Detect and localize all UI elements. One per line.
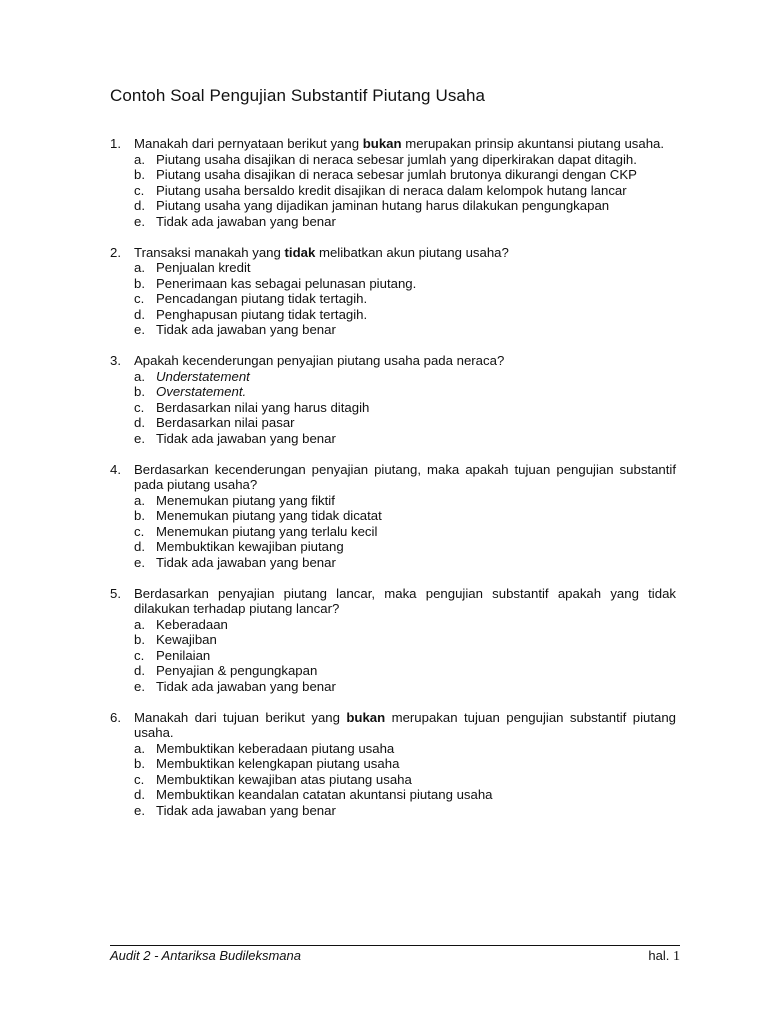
option-letter: c. [134, 291, 145, 306]
answer-option [134, 493, 676, 509]
option-text: Tidak ada jawaban yang benar [156, 322, 336, 337]
option-letter: c. [134, 399, 145, 415]
option-text: Piutang usaha disajikan di neraca sebesar jumlah brutonya dikurangi dengan CKP [156, 167, 637, 182]
option-text: Understatement [156, 368, 250, 384]
option-text: Berdasarkan nilai yang harus ditagih [156, 399, 370, 415]
answer-option [134, 152, 676, 168]
option-text: Membuktikan keberadaan piutang usaha [156, 740, 395, 756]
option-letter: a. [134, 260, 145, 275]
option-text: Piutang usaha bersaldo kredit disajikan di neraca dalam kelompok hutang lancar [156, 182, 627, 198]
question-text-part: Berdasarkan kecenderungan penyajian piutang, maka apakah tujuan pengujian substantif pada piutang usaha? [134, 461, 676, 492]
option-letter: c. [134, 771, 145, 787]
question-text-part: Transaksi manakah yang [134, 244, 285, 260]
answer-option [134, 415, 676, 431]
option-letter: e. [134, 322, 145, 337]
option-text: Menemukan piutang yang terlalu kecil [156, 523, 378, 539]
answer-option [134, 632, 676, 648]
footer-page-number: 1 [673, 949, 680, 964]
option-letter: d. [134, 306, 145, 322]
option-letter: d. [134, 539, 145, 554]
option-letter: e. [134, 802, 145, 818]
option-letter: b. [134, 275, 145, 291]
option-letter: e. [134, 678, 145, 694]
option-letter: b. [134, 508, 145, 523]
answer-option [134, 307, 676, 323]
option-text: Tidak ada jawaban yang benar [156, 213, 336, 229]
answer-option [134, 539, 676, 555]
question-number: 6. [110, 709, 121, 725]
footer-page [648, 948, 680, 965]
question-number: 3. [110, 353, 121, 368]
option-letter: a. [134, 616, 145, 632]
option-text: Piutang usaha yang dijadikan jaminan hutang harus dilakukan pengungkapan [156, 198, 610, 213]
option-letter: d. [134, 787, 145, 802]
page-footer [110, 945, 680, 966]
option-letter: a. [134, 368, 145, 384]
page-title: Contoh Soal Pengujian Substantif Piutang Usaha [110, 86, 486, 105]
option-letter: c. [134, 523, 145, 539]
question-text-part: Manakah dari tujuan berikut yang [134, 709, 347, 725]
option-letter: a. [134, 492, 145, 508]
option-letter: d. [134, 415, 145, 430]
option-text: Tidak ada jawaban yang benar [156, 554, 336, 570]
option-letter: a. [134, 740, 145, 756]
question-text [134, 353, 676, 369]
answer-option [134, 431, 676, 447]
option-letter: b. [134, 756, 145, 771]
question-number: 4. [110, 461, 121, 477]
answer-option [134, 276, 676, 292]
option-text: Membuktikan kewajiban atas piutang usaha [156, 771, 412, 787]
question-number: 2. [110, 244, 121, 260]
footer-author: Audit 2 - Antariksa Budileksmana [110, 948, 302, 963]
option-text: Tidak ada jawaban yang benar [156, 430, 336, 446]
question-item [110, 462, 676, 571]
answer-option [134, 679, 676, 695]
answer-option [134, 555, 676, 571]
question-number: 1. [110, 136, 121, 151]
option-text: Tidak ada jawaban yang benar [156, 802, 336, 818]
answer-option [134, 648, 676, 664]
option-letter: c. [134, 182, 145, 198]
question-emphasis: bukan [346, 709, 386, 725]
question-text-part: Manakah dari pernyataan berikut yang [134, 136, 363, 151]
option-text: Menemukan piutang yang tidak dicatat [156, 508, 382, 523]
option-text: Piutang usaha disajikan di neraca sebesar jumlah yang diperkirakan dapat ditagih. [156, 151, 637, 167]
question-text-part: melibatkan akun piutang usaha? [315, 244, 509, 260]
answer-options [134, 369, 676, 447]
question-text-part: Berdasarkan penyajian piutang lancar, maka pengujian substantif apakah yang tidak dilakukan terhadap piutang lancar? [134, 585, 676, 616]
option-letter: c. [134, 647, 145, 663]
answer-option [134, 772, 676, 788]
answer-options [134, 260, 676, 338]
option-letter: b. [134, 632, 145, 647]
footer-page-label: hal. [648, 948, 670, 963]
question-list [110, 136, 676, 834]
question-text [134, 462, 676, 493]
question-text [134, 586, 676, 617]
answer-option [134, 663, 676, 679]
question-item [110, 586, 676, 695]
answer-options [134, 741, 676, 819]
option-letter: e. [134, 213, 145, 229]
option-letter: d. [134, 663, 145, 678]
option-letter: b. [134, 384, 145, 399]
option-text: Membuktikan kewajiban piutang [156, 539, 344, 554]
option-text: Kewajiban [156, 632, 217, 647]
option-text: Penerimaan kas sebagai pelunasan piutang. [156, 275, 417, 291]
answer-options [134, 493, 676, 571]
answer-option [134, 524, 676, 540]
option-text: Pencadangan piutang tidak tertagih. [156, 291, 368, 306]
answer-option [134, 183, 676, 199]
option-text: Membuktikan keandalan catatan akuntansi piutang usaha [156, 787, 493, 802]
option-text: Penjualan kredit [156, 260, 251, 275]
question-number: 5. [110, 585, 121, 601]
question-text-part: merupakan prinsip akuntansi piutang usaha. [401, 136, 665, 151]
question-text [134, 710, 676, 741]
answer-option [134, 787, 676, 803]
answer-option [134, 741, 676, 757]
answer-options [134, 617, 676, 695]
option-letter: e. [134, 430, 145, 446]
option-text: Tidak ada jawaban yang benar [156, 678, 336, 694]
question-item [110, 245, 676, 338]
question-text-part: Apakah kecenderungan penyajian piutang usaha pada neraca? [134, 353, 505, 368]
answer-option [134, 508, 676, 524]
question-item [110, 710, 676, 819]
answer-option [134, 756, 676, 772]
answer-options [134, 152, 676, 230]
option-text: Menemukan piutang yang fiktif [156, 492, 335, 508]
question-emphasis: tidak [284, 244, 316, 260]
option-text: Overstatement. [156, 384, 247, 399]
answer-option [134, 198, 676, 214]
option-text: Penyajian & pengungkapan [156, 663, 318, 678]
answer-option [134, 617, 676, 633]
question-emphasis: bukan [362, 136, 402, 151]
answer-option [134, 260, 676, 276]
answer-option [134, 291, 676, 307]
answer-option [134, 322, 676, 338]
option-text: Membuktikan kelengkapan piutang usaha [156, 756, 400, 771]
option-letter: d. [134, 198, 145, 213]
answer-option [134, 369, 676, 385]
answer-option [134, 400, 676, 416]
question-text [134, 245, 676, 261]
answer-option [134, 214, 676, 230]
answer-option [134, 167, 676, 183]
option-text: Penilaian [156, 647, 211, 663]
option-text: Keberadaan [156, 616, 228, 632]
option-text: Berdasarkan nilai pasar [156, 415, 295, 430]
answer-option [134, 384, 676, 400]
question-text [134, 136, 676, 152]
option-letter: e. [134, 554, 145, 570]
question-item [110, 136, 676, 229]
question-text-part: merupakan tujuan pengujian substantif piutang usaha. [134, 709, 676, 740]
option-letter: b. [134, 167, 145, 182]
question-item [110, 353, 676, 446]
option-text: Penghapusan piutang tidak tertagih. [156, 306, 368, 322]
answer-option [134, 803, 676, 819]
option-letter: a. [134, 151, 145, 167]
